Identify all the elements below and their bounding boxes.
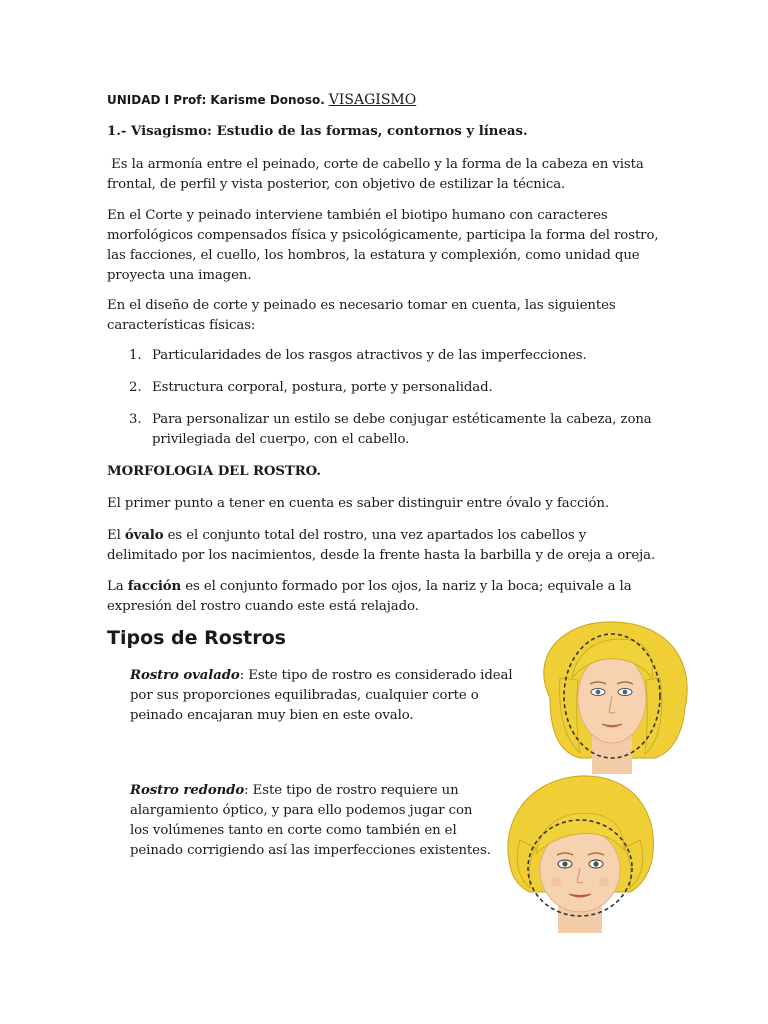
faccion-term: facción [127, 579, 182, 594]
faccion-prefix: La [107, 579, 128, 594]
round-face-illustration [500, 770, 660, 935]
morfologia-heading: MORFOLOGIA DEL ROSTRO. [107, 464, 321, 479]
list-number: 1. [129, 348, 142, 363]
unit-label: UNIDAD I Prof: Karisme Donoso. [107, 93, 325, 107]
paragraph-line: delimitado por los nacimientos, desde la frente hasta la barbilla y de oreja a oreja. [107, 548, 656, 563]
paragraph-biotipo [107, 206, 658, 286]
ovalo-prefix: El [107, 528, 125, 543]
list-number: 2. [129, 380, 142, 395]
paragraph-line: expresión del rostro cuando este está relajado. [107, 599, 419, 614]
paragraph-armonia [107, 155, 644, 195]
list-text: Estructura corporal, postura, porte y personalidad. [152, 380, 493, 395]
redondo-text: : Este tipo de rostro requiere un [244, 783, 459, 798]
tipos-heading: Tipos de Rostros [107, 627, 286, 649]
paragraph-line: las facciones, el cuello, los hombros, la estatura y complexión, como unidad que [107, 248, 640, 263]
paragraph-redondo [130, 781, 491, 861]
redondo-term: Rostro redondo [130, 783, 245, 798]
paragraph-ovalado [130, 666, 512, 726]
paragraph-line: En el Corte y peinado interviene también el biotipo humano con caracteres [107, 208, 608, 223]
paragraph-line: Es la armonía entre el peinado, corte de cabello y la forma de la cabeza en vista [107, 157, 644, 172]
document-title: VISAGISMO [328, 92, 417, 108]
paragraph-line: por sus proporciones equilibradas, cualquier corte o [130, 688, 479, 703]
paragraph-line: alargamiento óptico, y para ello podemos jugar con [130, 803, 473, 818]
paragraph-line: peinado corrigiendo así las imperfecciones existentes. [130, 843, 491, 858]
paragraph-line: características físicas: [107, 318, 256, 333]
list-text: Particularidades de los rasgos atractivos y de las imperfecciones. [152, 348, 587, 363]
paragraph-ovalo [107, 526, 655, 566]
ovalo-term: óvalo [124, 528, 164, 543]
paragraph-faccion [107, 577, 632, 617]
section1-heading: 1.- Visagismo: Estudio de las formas, contornos y líneas. [107, 124, 528, 139]
paragraph-line: morfológicos compensados física y psicológicamente, participa la forma del rostro, [107, 228, 659, 243]
paragraph-line: proyecta una imagen. [107, 268, 252, 283]
list-text: privilegiada del cuerpo, con el cabello. [152, 432, 410, 447]
ovalado-text: : Este tipo de rostro es considerado ideal [239, 668, 513, 683]
paragraph-line: peinado encajaran muy bien en este ovalo. [130, 708, 414, 723]
paragraph-ovalo-faccion: El primer punto a tener en cuenta es saber distinguir entre óvalo y facción. [107, 496, 609, 511]
document-header [107, 92, 416, 108]
list-number: 3. [129, 412, 142, 427]
paragraph-diseno [107, 296, 616, 336]
oval-face-illustration [520, 618, 700, 778]
ovalo-text: es el conjunto total del rostro, una vez apartados los cabellos y [163, 528, 587, 543]
paragraph-line: los volúmenes tanto en corte como también en el [130, 823, 457, 838]
faccion-text: es el conjunto formado por los ojos, la nariz y la boca; equivale a la [181, 579, 632, 594]
paragraph-line: frontal, de perfil y vista posterior, con objetivo de estilizar la técnica. [107, 177, 566, 192]
paragraph-line: En el diseño de corte y peinado es necesario tomar en cuenta, las siguientes [107, 298, 616, 313]
ovalado-term: Rostro ovalado [130, 668, 240, 683]
list-text: Para personalizar un estilo se debe conjugar estéticamente la cabeza, zona [152, 412, 652, 427]
